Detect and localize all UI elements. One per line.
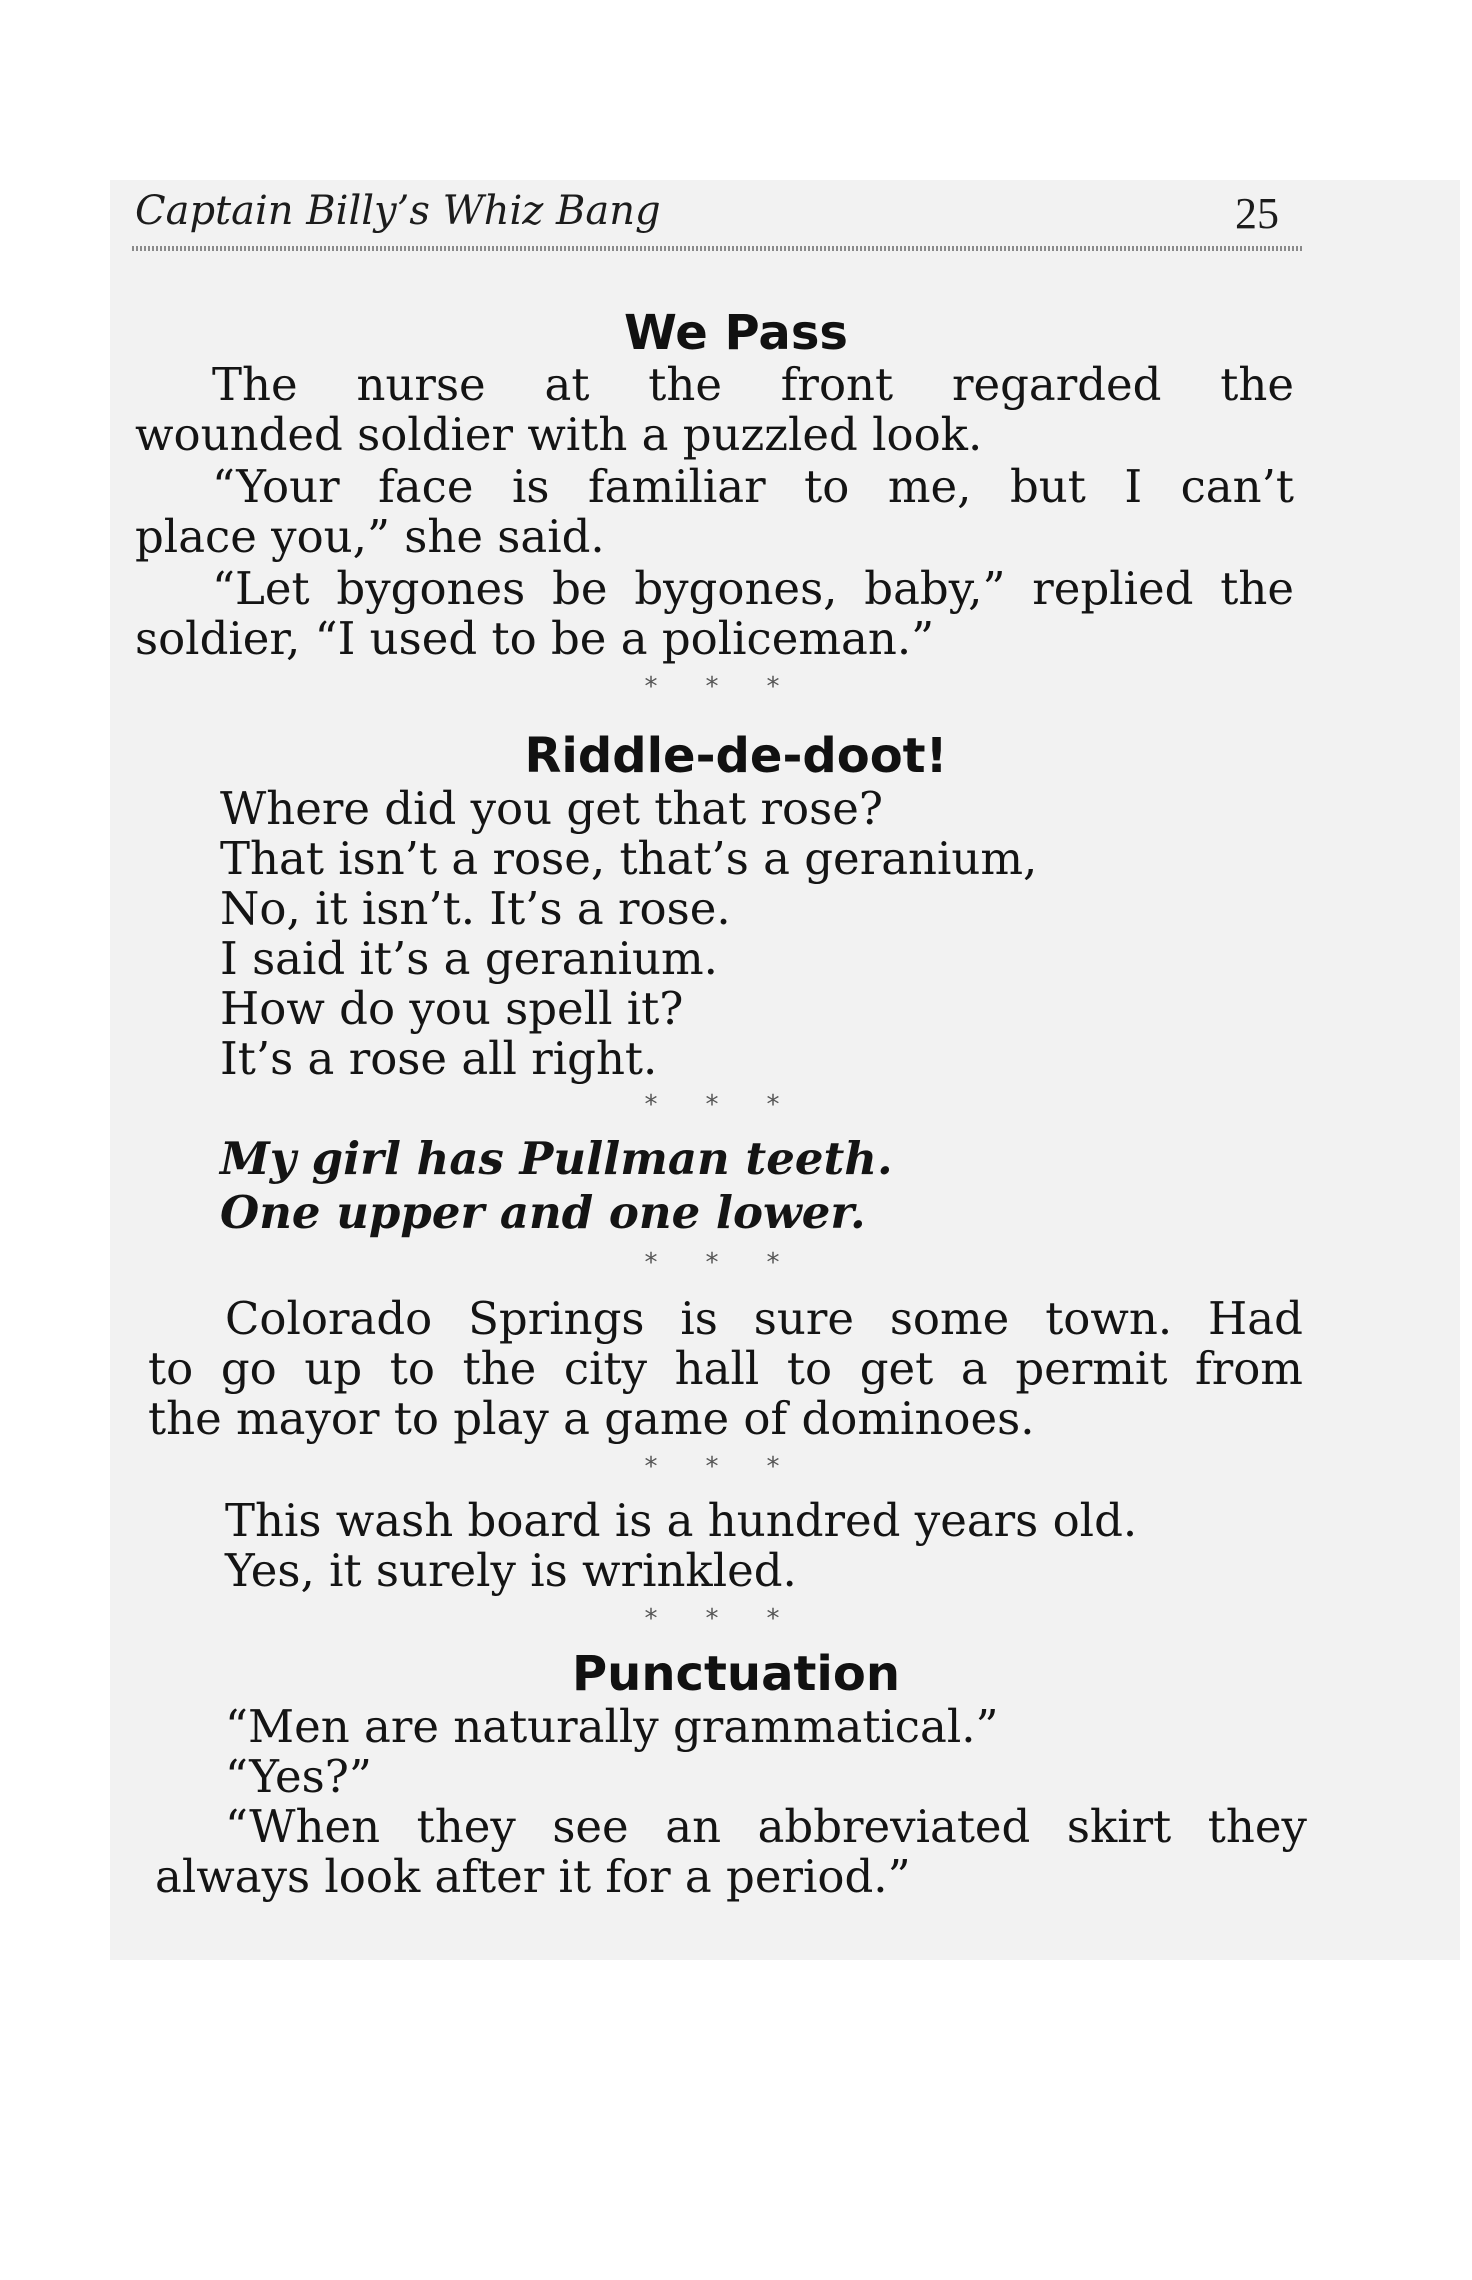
word: go xyxy=(220,1342,277,1395)
word: sure xyxy=(753,1292,854,1345)
word: to xyxy=(148,1342,194,1395)
word: a xyxy=(960,1342,988,1395)
we-pass-p3-line1 xyxy=(212,562,1294,615)
riddle-line-3: No, it isn’t. It’s a rose. xyxy=(220,882,731,935)
washboard-line-2: Yes, it surely is wrinkled. xyxy=(225,1544,797,1597)
word: nurse xyxy=(356,358,486,411)
section-separator: *** xyxy=(644,1452,828,1482)
word: skirt xyxy=(1066,1800,1172,1853)
heading-we-pass: We Pass xyxy=(624,305,848,361)
word: city xyxy=(563,1342,648,1395)
word: “When xyxy=(225,1800,381,1853)
word: bygones, xyxy=(634,562,838,615)
word: bygones xyxy=(336,562,526,615)
we-pass-p1-line2: wounded soldier with a puzzled look. xyxy=(135,408,983,461)
word: is xyxy=(680,1292,718,1345)
we-pass-p1-line1 xyxy=(212,358,1294,411)
riddle-line-4: I said it’s a geranium. xyxy=(220,932,718,985)
header-rule xyxy=(132,246,1302,251)
word: from xyxy=(1195,1342,1303,1395)
word: front xyxy=(780,358,894,411)
word: “Your xyxy=(212,460,340,513)
word: be xyxy=(552,562,608,615)
word: they xyxy=(416,1800,516,1853)
word: familiar xyxy=(587,460,766,513)
punctuation-line-4: always look after it for a period.” xyxy=(155,1850,911,1903)
word: face xyxy=(378,460,474,513)
punctuation-line-2: “Yes?” xyxy=(225,1750,372,1803)
word: is xyxy=(511,460,550,513)
word: hall xyxy=(674,1342,760,1395)
word: the xyxy=(648,358,722,411)
punctuation-line-3 xyxy=(225,1800,1307,1853)
we-pass-p2-line1 xyxy=(212,460,1294,513)
word: Had xyxy=(1208,1292,1303,1345)
colorado-line-2 xyxy=(148,1342,1303,1395)
word: regarded xyxy=(951,358,1162,411)
riddle-line-6: It’s a rose all right. xyxy=(220,1032,658,1085)
riddle-line-5: How do you spell it? xyxy=(220,982,684,1035)
section-separator: *** xyxy=(644,1604,828,1634)
word: to xyxy=(786,1342,833,1395)
riddle-line-2: That isn’t a rose, that’s a geranium, xyxy=(220,832,1038,885)
word: they xyxy=(1207,1800,1307,1853)
word: Colorado xyxy=(225,1292,433,1345)
word: at xyxy=(544,358,590,411)
word: some xyxy=(889,1292,1010,1345)
word: The xyxy=(212,358,298,411)
word: abbreviated xyxy=(757,1800,1031,1853)
washboard-line-1: This wash board is a hundred years old. xyxy=(225,1494,1138,1547)
pullman-line-2: One upper and one lower. xyxy=(220,1186,866,1239)
pullman-line-1: My girl has Pullman teeth. xyxy=(220,1132,893,1185)
riddle-line-1: Where did you get that rose? xyxy=(220,782,883,835)
word: the xyxy=(462,1342,537,1395)
word: the xyxy=(1220,358,1294,411)
we-pass-p3-line2: soldier, “I used to be a policeman.” xyxy=(135,612,935,665)
word: I xyxy=(1124,460,1143,513)
word: see xyxy=(552,1800,629,1853)
word: me, xyxy=(887,460,972,513)
word: to xyxy=(389,1342,435,1395)
word: baby,” xyxy=(864,562,1006,615)
word: but xyxy=(1009,460,1086,513)
word: can’t xyxy=(1180,460,1294,513)
word: get xyxy=(859,1342,934,1395)
we-pass-p2-line2: place you,” she said. xyxy=(135,510,605,563)
punctuation-line-1: “Men are naturally grammatical.” xyxy=(225,1700,999,1753)
colorado-line-1 xyxy=(225,1292,1303,1345)
section-separator: *** xyxy=(644,672,828,702)
word: Springs xyxy=(468,1292,645,1345)
word: permit xyxy=(1015,1342,1168,1395)
word: the xyxy=(1220,562,1294,615)
heading-punctuation: Punctuation xyxy=(571,1646,901,1702)
word: “Let xyxy=(212,562,310,615)
word: town. xyxy=(1045,1292,1173,1345)
section-separator: *** xyxy=(644,1248,828,1278)
heading-riddle-de-doot: Riddle-de-doot! xyxy=(524,728,948,784)
running-title: Captain Billy’s Whiz Bang xyxy=(135,188,661,234)
page-number: 25 xyxy=(1235,189,1279,238)
colorado-line-3: the mayor to play a game of dominoes. xyxy=(148,1392,1035,1445)
word: to xyxy=(804,460,850,513)
word: up xyxy=(304,1342,363,1395)
word: replied xyxy=(1032,562,1194,615)
word: an xyxy=(665,1800,722,1853)
section-separator: *** xyxy=(644,1090,828,1120)
